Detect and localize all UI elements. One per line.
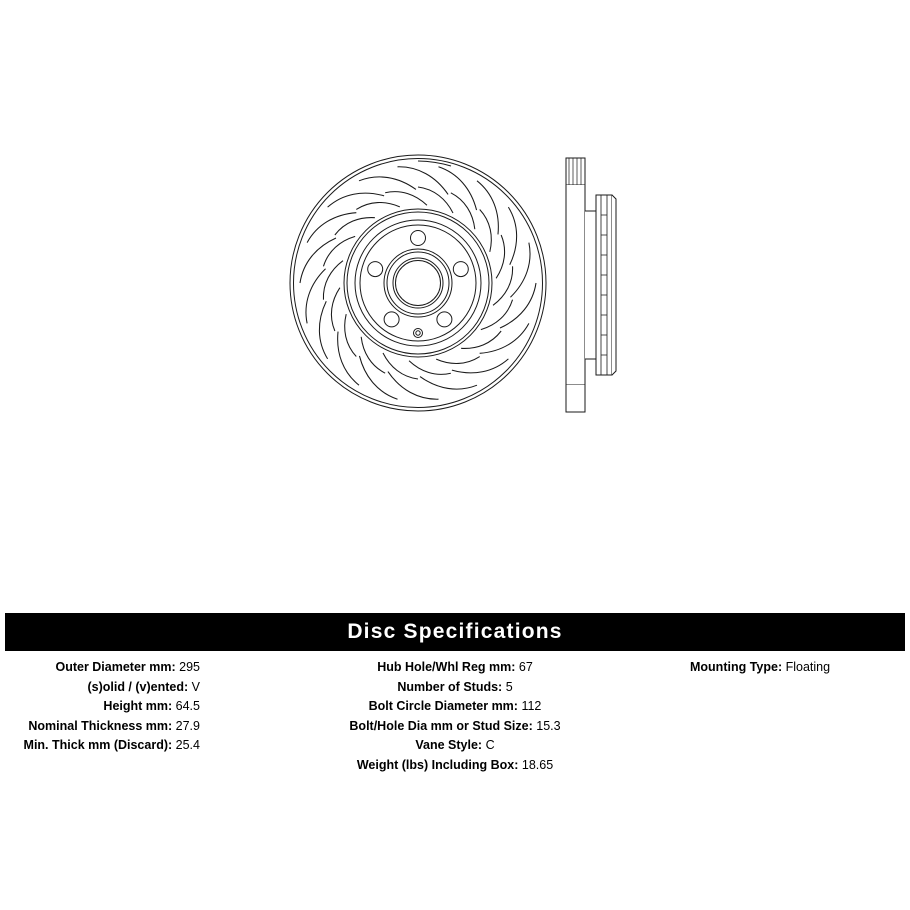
spec-label: Weight (lbs) Including Box: [356, 757, 519, 772]
spec-row [5, 736, 305, 756]
brake-rotor-edge-view [550, 155, 630, 415]
spec-value: V [191, 679, 200, 694]
spec-row [305, 736, 605, 756]
brake-rotor-face-view [288, 153, 548, 413]
spec-label: (s)olid / (v)ented: [87, 679, 189, 694]
spec-label: Number of Studs: [397, 679, 503, 694]
spec-row [5, 717, 305, 737]
disc-specifications-panel [5, 613, 905, 775]
spec-row [305, 756, 605, 776]
spec-value: Floating [785, 660, 831, 674]
spec-value: 15.3 [536, 718, 561, 733]
spec-panel-body [5, 651, 905, 775]
spec-row [5, 678, 305, 698]
spec-value: C [485, 738, 495, 752]
spec-row [305, 697, 605, 717]
spec-label: Height mm: [103, 699, 173, 713]
spec-value: 64.5 [175, 699, 200, 713]
spec-value: 295 [179, 660, 200, 674]
spec-value: 5 [505, 679, 513, 694]
spec-row [5, 658, 305, 678]
spec-value: 25.4 [175, 738, 200, 752]
spec-column-3 [605, 658, 905, 775]
spec-column-1 [5, 658, 305, 775]
spec-label: Outer Diameter mm: [55, 660, 176, 674]
spec-row [5, 697, 305, 717]
spec-row [305, 717, 605, 737]
spec-label: Mounting Type: [690, 660, 783, 674]
spec-label: Bolt/Hole Dia mm or Stud Size: [349, 718, 533, 733]
spec-value: 18.65 [521, 757, 554, 772]
spec-label: Nominal Thickness mm: [28, 718, 173, 733]
spec-column-2 [305, 658, 605, 775]
spec-value: 112 [521, 699, 542, 713]
spec-value: 27.9 [175, 718, 200, 733]
spec-label: Vane Style: [415, 738, 483, 752]
spec-value: 67 [518, 660, 533, 674]
spec-label: Bolt Circle Diameter mm: [368, 699, 518, 713]
spec-label: Min. Thick mm (Discard): [23, 738, 173, 752]
spec-row [305, 658, 605, 678]
spec-row [605, 658, 905, 678]
spec-label: Hub Hole/Whl Reg mm: [377, 660, 516, 674]
spec-panel-title: Disc Specifications [5, 613, 905, 651]
spec-row [305, 678, 605, 698]
